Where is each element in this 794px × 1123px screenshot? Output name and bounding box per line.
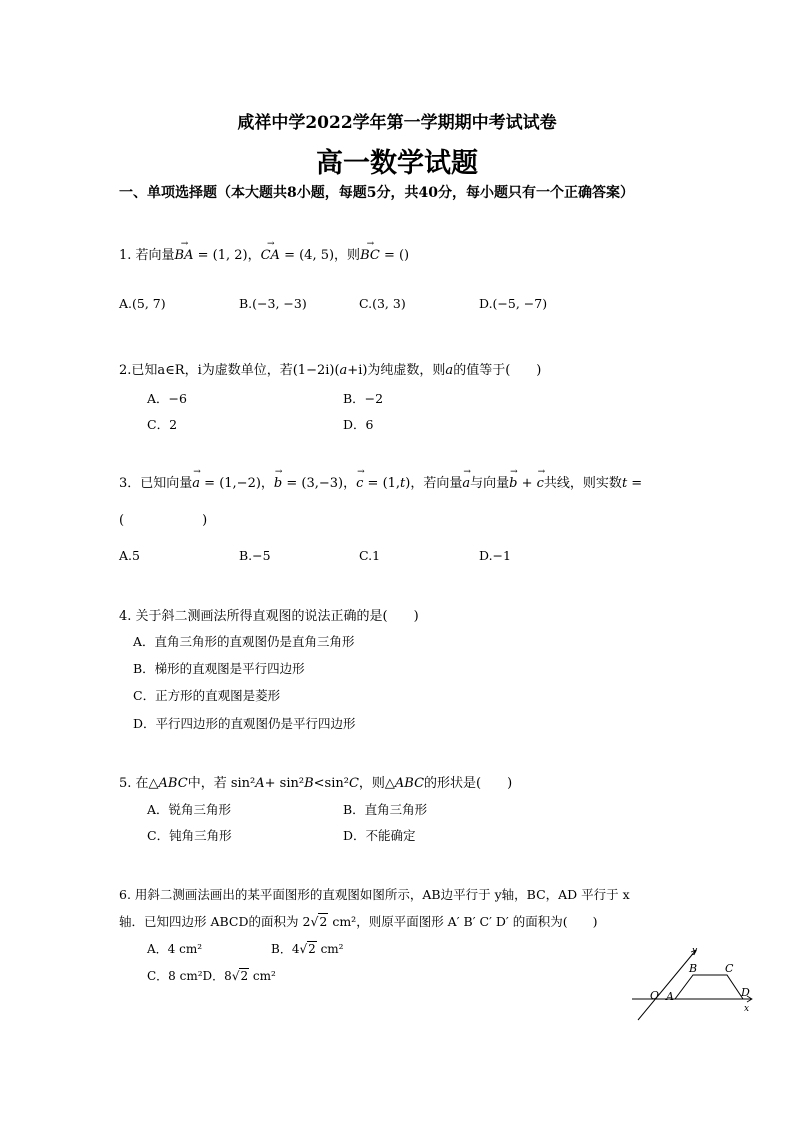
label-a: A: [666, 990, 674, 1003]
question-3-option-c[interactable]: C.1: [359, 548, 381, 563]
question-1-option-c[interactable]: C.(3, 3): [359, 296, 406, 311]
question-5-option-b[interactable]: B．直角三角形: [343, 802, 428, 817]
section-heading: 一、单项选择题（本大题共8小题，每题5分，共40分，每小题只有一个正确答案）: [119, 185, 634, 201]
question-3-stem: 3．已知向量→ a = (1,−2)，→ b = (3,−3)，→ c = (1,t)，若向量→ a与向量→ b + → c共线，则实数t =: [119, 472, 642, 491]
question-6-option-b[interactable]: B．4√2 cm²: [271, 942, 344, 956]
question-1-option-d[interactable]: D.(−5, −7): [479, 296, 548, 311]
label-b: B: [689, 962, 698, 975]
question-6-option-a[interactable]: A．4 cm²: [147, 942, 203, 956]
question-3-option-b[interactable]: B.−5: [239, 548, 271, 563]
label-c: C: [725, 962, 734, 975]
label-x: x: [744, 1004, 750, 1014]
question-5-stem: 5. 在△ABC中，若 sin²A+ sin²B<sin²C，则△ABC的形状是( ): [119, 776, 513, 791]
vector-b: → b: [274, 476, 282, 491]
question-5-option-c[interactable]: C．钝角三角形: [147, 828, 232, 843]
question-1-option-a[interactable]: A.(5, 7): [119, 296, 166, 311]
question-6-option-c-d[interactable]: C．8 cm²D．8√2 cm²: [147, 969, 276, 983]
question-3-option-d[interactable]: D.−1: [479, 548, 511, 563]
label-d: D: [741, 986, 750, 999]
question-6-stem-line2: 轴．已知四边形 ABCD的面积为 2√2 cm²，则原平面图形 A′ B′ C′ D′ 的面积为( ): [119, 914, 598, 929]
question-1-option-b[interactable]: B.(−3, −3): [239, 296, 307, 311]
question-4-stem: 4. 关于斜二测画法所得直观图的说法正确的是( ): [119, 609, 419, 624]
oblique-projection-diagram: [630, 944, 760, 1024]
question-2-option-b[interactable]: B．−2: [343, 391, 384, 406]
question-2-stem: 2.已知a∈R，i为虚数单位，若(1−2i)(a+i)为纯虚数，则a的值等于( ): [119, 363, 542, 378]
question-3-answer-blank: ( ): [119, 513, 208, 528]
question-2-option-a[interactable]: A．−6: [147, 391, 187, 406]
question-4-option-a[interactable]: A．直角三角形的直观图仍是直角三角形: [133, 634, 355, 649]
question-1-stem: 1. 若向量→ BA = (1, 2)，→ CA = (4, 5)，则→ BC = (): [119, 244, 409, 263]
question-5-option-a[interactable]: A．锐角三角形: [147, 802, 232, 817]
school-exam-title: 咸祥中学2022学年第一学期期中考试试卷: [237, 113, 557, 133]
trapezoid-abcd: [675, 975, 743, 999]
vector-a: → a: [192, 476, 200, 491]
page-title: 高一数学试题: [316, 148, 478, 179]
label-y: y: [692, 946, 698, 956]
vector-c: → c: [356, 476, 363, 491]
question-3-option-a[interactable]: A.5: [119, 548, 140, 563]
vector-ca: → CA: [261, 248, 280, 263]
question-2-option-d[interactable]: D．6: [343, 417, 374, 432]
question-6-stem-line1: 6. 用斜二测画法画出的某平面图形的直观图如图所示，AB边平行于 y轴，BC，AD 平行于 x: [119, 887, 630, 902]
question-4-option-c[interactable]: C．正方形的直观图是菱形: [133, 688, 281, 703]
vector-bc: → BC: [360, 248, 380, 263]
y-axis-line: [638, 950, 696, 1020]
question-4-option-d[interactable]: D．平行四边形的直观图仍是平行四边形: [133, 716, 356, 731]
question-5-option-d[interactable]: D．不能确定: [343, 828, 416, 843]
label-o: O: [650, 989, 660, 1002]
question-2-option-c[interactable]: C．2: [147, 417, 178, 432]
vector-ba: → BA: [175, 248, 194, 263]
question-4-option-b[interactable]: B．梯形的直观图是平行四边形: [133, 661, 305, 676]
